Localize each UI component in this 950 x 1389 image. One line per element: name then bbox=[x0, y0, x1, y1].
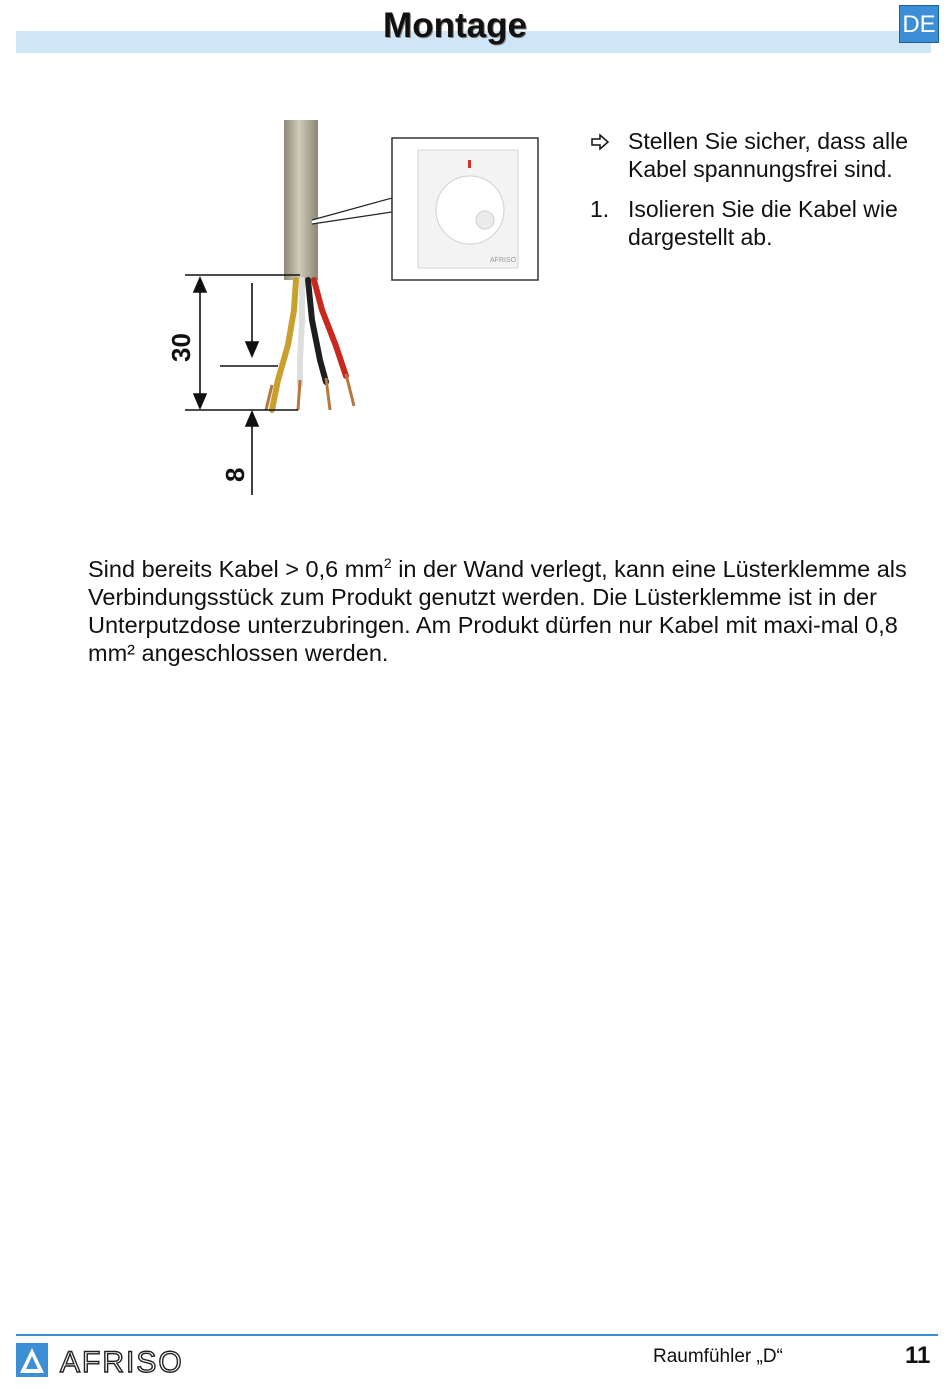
footer-rule bbox=[16, 1334, 938, 1336]
cable-stripping-figure bbox=[160, 120, 560, 510]
page-title: Montage bbox=[383, 6, 527, 45]
copper-end-black bbox=[326, 378, 330, 410]
afriso-logo bbox=[16, 1343, 206, 1377]
cable-sheath bbox=[284, 120, 318, 280]
instruction-text: Stellen Sie sicher, dass alle Kabel spannungsfrei sind. bbox=[628, 128, 908, 182]
instruction-list bbox=[590, 127, 935, 263]
wire-yellow bbox=[272, 280, 296, 410]
footer-product-name: Raumfühler „D“ bbox=[653, 1346, 783, 1367]
body-superscript: 2 bbox=[383, 555, 392, 571]
dimension-8-label: 8 bbox=[220, 467, 250, 482]
device-brand-label: AFRISO bbox=[490, 257, 517, 264]
copper-end-red bbox=[346, 374, 354, 406]
dial-red-marker bbox=[468, 160, 471, 168]
body-paragraph bbox=[88, 549, 928, 667]
dial-knob bbox=[476, 211, 494, 229]
instruction-step-1 bbox=[590, 195, 935, 251]
page-number: 11 bbox=[905, 1342, 931, 1369]
body-text-part1: Sind bereits Kabel > 0,6 mm bbox=[88, 555, 384, 582]
dimension-30-label: 30 bbox=[166, 333, 196, 362]
body-text-part2: in der Wand verlegt, kann eine Lüsterklemme als Verbindungsstück zum Produkt genutzt werden. Die Lüsterklemme ist in der Unterputzdose unterzubringen. Am Produkt dürfen nur Kabel mit maxi-mal 0,8 mm² angeschlossen werden. bbox=[88, 555, 907, 666]
thermostat-dial bbox=[436, 176, 504, 244]
footer-brand-name: AFRISO bbox=[60, 1346, 184, 1377]
callout-line bbox=[312, 198, 392, 224]
dimension-lines bbox=[185, 275, 300, 495]
language-badge: DE bbox=[899, 5, 939, 43]
instruction-text: Isolieren Sie die Kabel wie dargestellt ab. bbox=[628, 196, 898, 250]
wire-white bbox=[300, 280, 302, 385]
step-number: 1. bbox=[590, 196, 610, 222]
instruction-precondition bbox=[590, 127, 935, 183]
copper-end-white bbox=[298, 380, 300, 410]
arrow-right-icon bbox=[590, 127, 628, 183]
